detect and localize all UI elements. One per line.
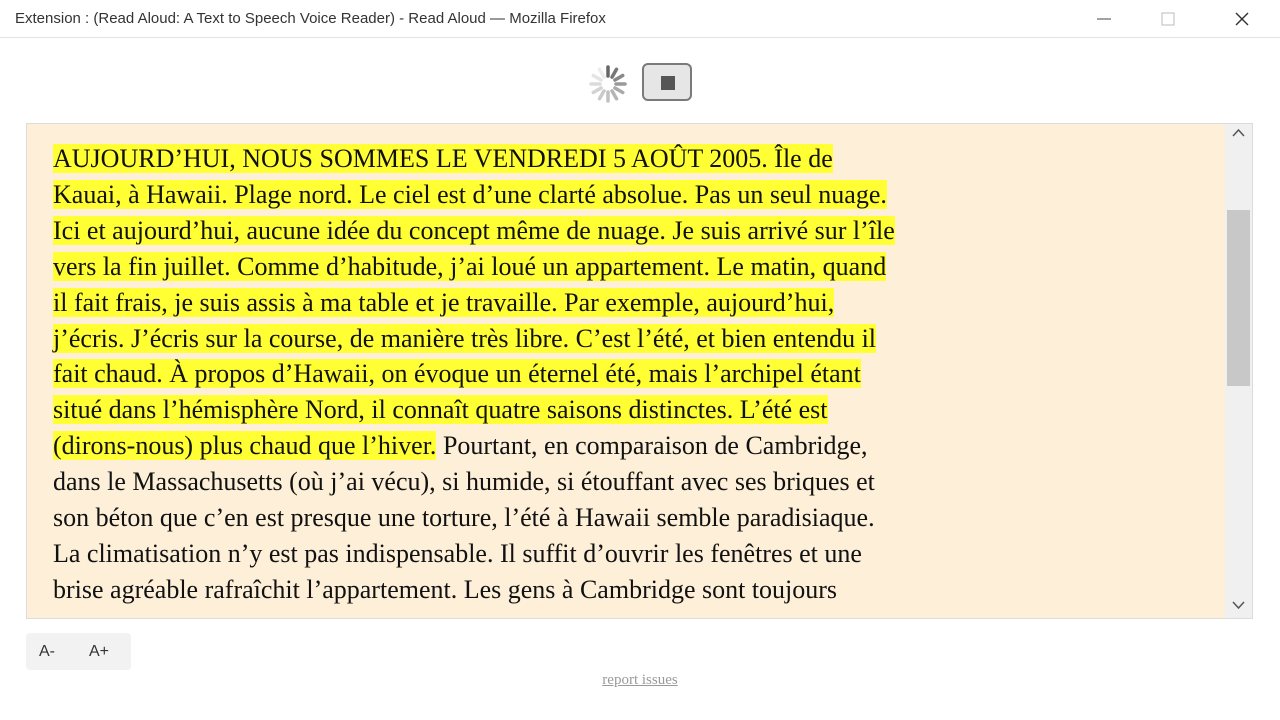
minimize-button[interactable] bbox=[1074, 0, 1134, 37]
font-size-controls bbox=[26, 633, 131, 670]
increase-font-button[interactable]: A+ bbox=[89, 643, 110, 660]
reader-line bbox=[53, 464, 1213, 500]
loading-spinner-icon bbox=[583, 63, 633, 105]
highlighted-text: Kauai, à Hawaii. Plage nord. Le ciel est d’une clarté absolue. Pas un seul nuage. bbox=[53, 179, 887, 209]
scrollbar-thumb[interactable] bbox=[1227, 210, 1250, 386]
reader-line bbox=[53, 141, 1213, 177]
reader-line bbox=[53, 392, 1213, 428]
window-title: Extension : (Read Aloud: A Text to Speech Voice Reader) - Read Aloud — Mozilla Firefox bbox=[15, 10, 606, 27]
playback-controls bbox=[583, 63, 699, 107]
scroll-down-arrow-icon[interactable] bbox=[1232, 600, 1245, 610]
plain-text: dans le Massachusetts (où j’ai vécu), si humide, si étouffant avec ses briques et bbox=[53, 467, 875, 497]
highlighted-text: (dirons-nous) plus chaud que l’hiver. bbox=[53, 431, 437, 461]
vertical-scrollbar[interactable] bbox=[1225, 124, 1252, 618]
window-titlebar bbox=[0, 0, 1280, 38]
reader-line bbox=[53, 249, 1213, 285]
highlighted-text: il fait frais, je suis assis à ma table et je travaille. Par exemple, aujourd’hui, bbox=[53, 287, 835, 317]
plain-text: son béton que c’en est presque une torture, l’été à Hawaii semble paradisiaque. bbox=[53, 503, 875, 533]
decrease-font-button[interactable]: A- bbox=[39, 643, 55, 660]
reader-line bbox=[53, 536, 1213, 572]
reader-line bbox=[53, 428, 1213, 464]
reader-panel bbox=[26, 123, 1253, 619]
highlighted-text: AUJOURD’HUI, NOUS SOMMES LE VENDREDI 5 AOÛT 2005. Île de bbox=[53, 144, 833, 173]
reader-text bbox=[53, 141, 1213, 608]
reader-line bbox=[53, 356, 1213, 392]
scroll-up-arrow-icon[interactable] bbox=[1232, 128, 1245, 138]
stop-button[interactable] bbox=[642, 63, 692, 101]
close-button[interactable] bbox=[1212, 0, 1272, 37]
highlighted-text: j’écris. J’écris sur la course, de manière très libre. C’est l’été, et bien entendu il bbox=[53, 323, 877, 353]
minimize-icon bbox=[1096, 11, 1112, 27]
stop-icon bbox=[661, 76, 675, 90]
reader-line bbox=[53, 177, 1213, 213]
highlighted-text: vers la fin juillet. Comme d’habitude, j’ai loué un appartement. Le matin, quand bbox=[53, 251, 887, 281]
reader-line bbox=[53, 500, 1213, 536]
highlighted-text: fait chaud. À propos d’Hawaii, on évoque un éternel été, mais l’archipel étant bbox=[53, 359, 861, 389]
plain-text: brise agréable rafraîchit l’appartement. Les gens à Cambridge sont toujours bbox=[53, 574, 838, 604]
plain-text: La climatisation n’y est pas indispensable. Il suffit d’ouvrir les fenêtres et une bbox=[53, 538, 862, 568]
reader-line bbox=[53, 213, 1213, 249]
maximize-icon bbox=[1160, 11, 1176, 27]
close-icon bbox=[1234, 11, 1250, 27]
highlighted-text: situé dans l’hémisphère Nord, il connaît quatre saisons distinctes. L’été est bbox=[53, 395, 828, 425]
reader-line bbox=[53, 285, 1213, 321]
reader-line bbox=[53, 321, 1213, 357]
reader-line bbox=[53, 572, 1213, 608]
maximize-button[interactable] bbox=[1138, 0, 1198, 37]
plain-text: Pourtant, en comparaison de Cambridge, bbox=[436, 431, 868, 461]
report-issues-link[interactable]: report issues bbox=[602, 672, 678, 688]
highlighted-text: Ici et aujourd’hui, aucune idée du concept même de nuage. Je suis arrivé sur l’île bbox=[53, 215, 895, 245]
